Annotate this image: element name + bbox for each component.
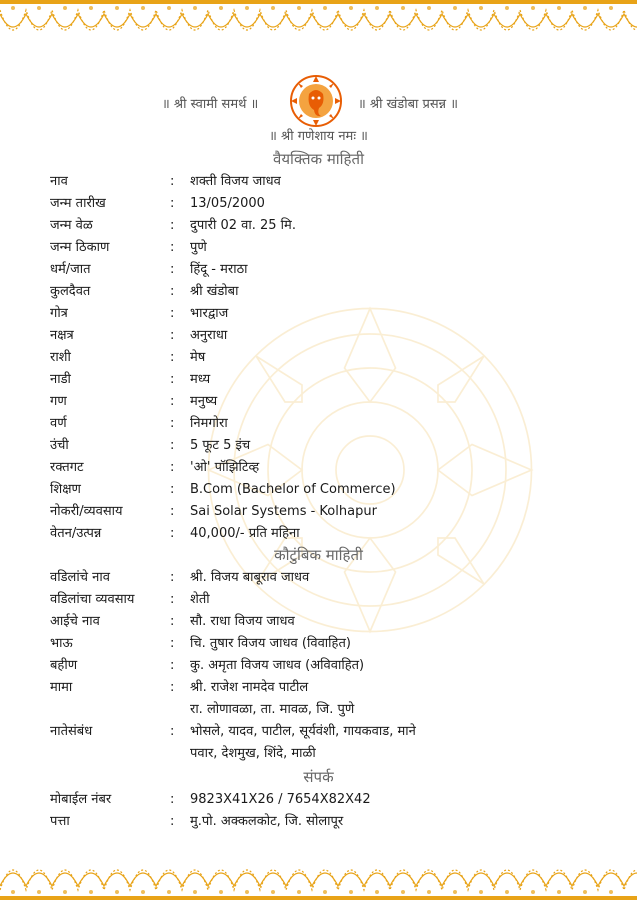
row-label: जन्म ठिकाण bbox=[50, 240, 110, 255]
row-value: कु. अमृता विजय जाधव (अविवाहित) bbox=[190, 658, 365, 673]
row-colon: : bbox=[170, 792, 175, 807]
row-label: कुलदैवत bbox=[50, 284, 91, 299]
personal-section-title: वैयक्तिक माहिती bbox=[273, 150, 364, 168]
row-colon: : bbox=[170, 262, 175, 277]
row-value: भोसले, यादव, पाटील, सूर्यवंशी, गायकवाड, माने bbox=[190, 724, 416, 739]
row-label: धर्म/जात bbox=[50, 262, 91, 277]
row-colon: : bbox=[170, 416, 175, 431]
row-label: शिक्षण bbox=[50, 482, 81, 497]
row-label: नातेसंबंध bbox=[50, 724, 93, 739]
row-label: नाव bbox=[50, 174, 68, 189]
row-label: मोबाईल नंबर bbox=[50, 792, 112, 807]
row-label: राशी bbox=[50, 350, 71, 365]
row-label: जन्म तारीख bbox=[50, 196, 106, 211]
row-label: आईचे नाव bbox=[50, 614, 100, 629]
row-value: मनुष्य bbox=[190, 394, 218, 409]
row-colon: : bbox=[170, 680, 175, 695]
row-value: पुणे bbox=[190, 240, 207, 255]
row-value: हिंदू - मराठा bbox=[190, 262, 248, 277]
row-colon: : bbox=[170, 328, 175, 343]
row-value: 'ओ' पॉझिटिव्ह bbox=[190, 460, 260, 475]
row-colon: : bbox=[170, 482, 175, 497]
row-colon: : bbox=[170, 592, 175, 607]
row-label: मामा bbox=[50, 680, 73, 695]
row-colon: : bbox=[170, 504, 175, 519]
row-colon: : bbox=[170, 350, 175, 365]
row-colon: : bbox=[170, 174, 175, 189]
row-value: श्री खंडोबा bbox=[190, 284, 239, 299]
row-label: वर्ण bbox=[50, 416, 67, 431]
row-value: सौ. राधा विजय जाधव bbox=[190, 614, 295, 629]
row-colon: : bbox=[170, 372, 175, 387]
row-label: गण bbox=[50, 394, 67, 409]
row-colon: : bbox=[170, 240, 175, 255]
row-label: नक्षत्र bbox=[50, 328, 74, 343]
row-value: चि. तुषार विजय जाधव (विवाहित) bbox=[190, 636, 351, 651]
row-value: मध्य bbox=[190, 372, 211, 387]
row-label: वडिलांचे नाव bbox=[50, 570, 110, 585]
row-value: 9823X41X26 / 7654X82X42 bbox=[190, 792, 371, 807]
row-label: वडिलांचा व्यवसाय bbox=[50, 592, 135, 607]
row-colon: : bbox=[170, 814, 175, 829]
row-value: भारद्वाज bbox=[190, 306, 229, 321]
row-value: मु.पो. अक्कलकोट, जि. सोलापूर bbox=[190, 814, 344, 829]
row-colon: : bbox=[170, 658, 175, 673]
row-colon: : bbox=[170, 724, 175, 739]
row-label: बहीण bbox=[50, 658, 78, 673]
row-colon: : bbox=[170, 306, 175, 321]
row-label: गोत्र bbox=[50, 306, 68, 321]
left-invocation: ॥ श्री स्वामी समर्थ ॥ bbox=[162, 97, 259, 112]
row-colon: : bbox=[170, 394, 175, 409]
blessing-line: ॥ श्री गणेशाय नमः ॥ bbox=[269, 129, 368, 144]
row-value: श्री. विजय बाबूराव जाधव bbox=[190, 570, 310, 585]
row-colon: : bbox=[170, 460, 175, 475]
row-value: मेष bbox=[190, 350, 206, 365]
row-value: शक्ती विजय जाधव bbox=[190, 174, 281, 189]
family-section-title: कौटुंबिक माहिती bbox=[274, 546, 363, 564]
bottom-border-ornament bbox=[0, 838, 637, 900]
row-colon: : bbox=[170, 196, 175, 211]
row-value: 40,000/- प्रति महिना bbox=[190, 526, 300, 541]
row-colon: : bbox=[170, 526, 175, 541]
right-invocation: ॥ श्री खंडोबा प्रसन्न ॥ bbox=[358, 97, 459, 112]
header-row bbox=[0, 74, 637, 128]
row-value: निमगोरा bbox=[190, 416, 228, 431]
row-colon: : bbox=[170, 284, 175, 299]
row-colon: : bbox=[170, 218, 175, 233]
row-value: श्री. राजेश नामदेव पाटील bbox=[190, 680, 309, 695]
contact-section-title: संपर्क bbox=[303, 768, 334, 786]
row-colon: : bbox=[170, 614, 175, 629]
row-value: अनुराधा bbox=[190, 328, 228, 343]
row-value: दुपारी 02 वा. 25 मि. bbox=[190, 218, 296, 233]
row-label: रक्तगट bbox=[50, 460, 84, 475]
row-value: 5 फूट 5 इंच bbox=[190, 438, 251, 453]
row-value: शेती bbox=[190, 592, 210, 607]
relatives-continued: पवार, देशमुख, शिंदे, माळी bbox=[190, 746, 316, 761]
row-label: नोकरी/व्यवसाय bbox=[50, 504, 123, 519]
row-label: नाडी bbox=[50, 372, 71, 387]
ganesha-emblem-icon bbox=[289, 74, 343, 128]
row-label: उंची bbox=[50, 438, 69, 453]
top-border-ornament bbox=[0, 0, 637, 62]
row-label: पत्ता bbox=[50, 814, 70, 829]
row-label: वेतन/उत्पन्न bbox=[50, 526, 102, 541]
row-value: Sai Solar Systems - Kolhapur bbox=[190, 504, 377, 519]
row-colon: : bbox=[170, 570, 175, 585]
row-colon: : bbox=[170, 438, 175, 453]
row-label: जन्म वेळ bbox=[50, 218, 93, 233]
row-value: 13/05/2000 bbox=[190, 196, 265, 211]
mama-address: रा. लोणावळा, ता. मावळ, जि. पुणे bbox=[190, 702, 355, 717]
row-label: भाऊ bbox=[50, 636, 73, 651]
row-value: B.Com (Bachelor of Commerce) bbox=[190, 482, 396, 497]
row-colon: : bbox=[170, 636, 175, 651]
